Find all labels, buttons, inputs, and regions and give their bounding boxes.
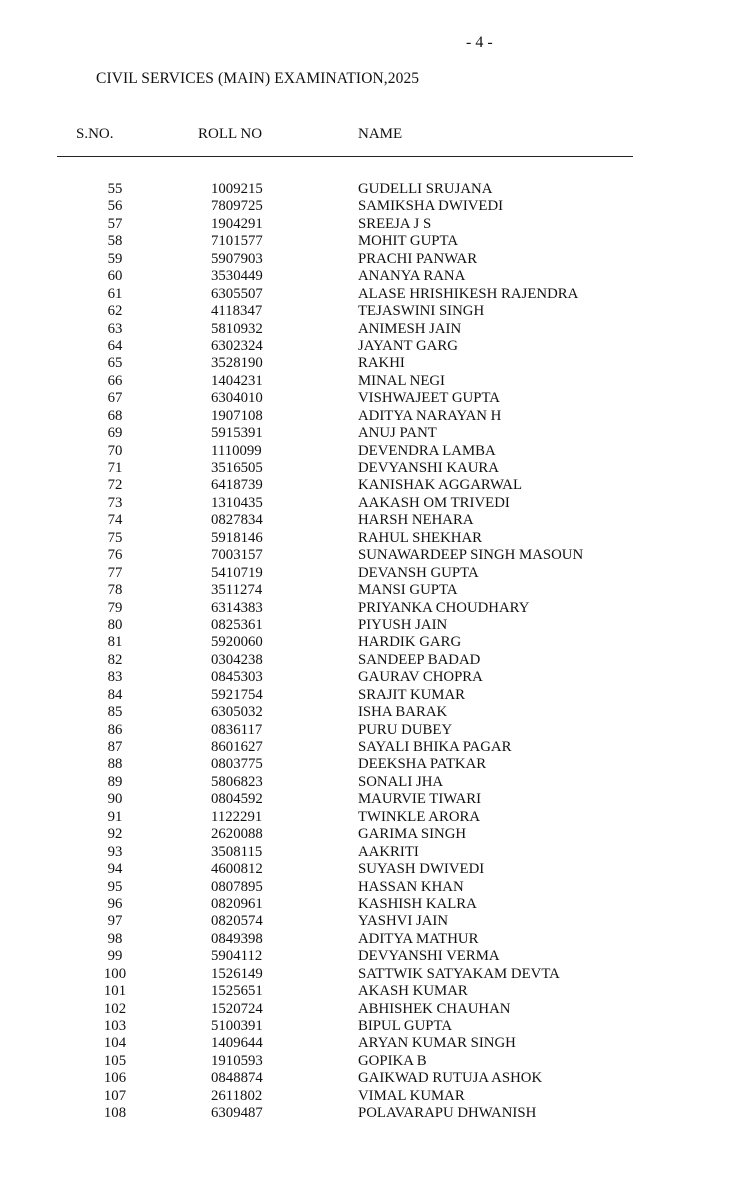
cell-roll-no: 1525651: [211, 983, 263, 1000]
cell-name: AKASH KUMAR: [358, 983, 468, 1000]
cell-name: DEVENDRA LAMBA: [358, 442, 496, 459]
cell-roll-no: 3530449: [211, 268, 263, 285]
cell-sno: 72: [107, 477, 123, 494]
cell-name: DEVYANSHI KAURA: [358, 460, 499, 476]
cell-sno: 65: [107, 355, 123, 372]
table-row: [0, 896, 729, 913]
cell-roll-no: 0845303: [211, 669, 263, 686]
cell-roll-no: 0825361: [211, 616, 263, 633]
table-row: [0, 1088, 729, 1105]
column-header-roll-no: ROLL NO: [198, 126, 263, 142]
table-row: [0, 373, 729, 390]
cell-name: DEVANSH GUPTA: [358, 564, 479, 581]
table-row: [0, 477, 729, 494]
cell-name: PRACHI PANWAR: [358, 250, 478, 267]
cell-sno: 88: [107, 756, 123, 773]
cell-roll-no: 2611802: [211, 1087, 263, 1104]
cell-name: PURU DUBEY: [358, 721, 453, 738]
cell-sno: 58: [107, 233, 123, 250]
cell-roll-no: 5907903: [211, 250, 263, 267]
table-row: [0, 600, 729, 617]
cell-roll-no: 1404231: [211, 372, 263, 389]
cell-name: MOHIT GUPTA: [358, 233, 459, 250]
cell-roll-no: 6305507: [211, 285, 263, 302]
cell-name: SUNAWARDEEP SINGH MASOUN: [358, 547, 584, 564]
cell-sno: 78: [107, 582, 123, 599]
cell-roll-no: 1907108: [211, 407, 263, 424]
cell-roll-no: 5904112: [211, 948, 263, 965]
cell-name: AAKASH OM TRIVEDI: [358, 494, 510, 511]
table-row: [0, 913, 729, 930]
cell-name: SATTWIK SATYAKAM DEVTA: [358, 965, 560, 982]
table-row: [0, 425, 729, 442]
cell-sno: 105: [103, 1052, 127, 1069]
document-title: CIVIL SERVICES (MAIN) EXAMINATION,2025: [96, 70, 420, 87]
table-row: [0, 634, 729, 651]
cell-roll-no: 7101577: [211, 233, 263, 250]
table-row: [0, 652, 729, 669]
table-row: [0, 390, 729, 407]
cell-sno: 82: [107, 651, 123, 668]
cell-sno: 91: [107, 808, 123, 825]
cell-roll-no: 6302324: [211, 337, 263, 354]
cell-roll-no: 6309487: [211, 1105, 263, 1122]
cell-name: KANISHAK AGGARWAL: [358, 477, 523, 494]
table-row: [0, 1035, 729, 1052]
cell-sno: 80: [107, 616, 123, 633]
table-row: [0, 1053, 729, 1070]
table-row: [0, 547, 729, 564]
cell-sno: 101: [103, 983, 127, 1000]
cell-roll-no: 8601627: [211, 739, 263, 755]
table-row: [0, 582, 729, 599]
cell-sno: 98: [107, 930, 123, 947]
cell-roll-no: 6314383: [211, 599, 263, 616]
cell-roll-no: 1009215: [211, 181, 263, 197]
cell-roll-no: 6304010: [211, 390, 263, 407]
cell-name: VISHWAJEET GUPTA: [358, 390, 500, 407]
cell-roll-no: 5810932: [211, 320, 263, 337]
cell-roll-no: 3516505: [211, 460, 263, 476]
cell-roll-no: 0849398: [211, 930, 263, 947]
table-row: [0, 321, 729, 338]
cell-roll-no: 1122291: [211, 808, 263, 825]
table-row: [0, 268, 729, 285]
cell-sno: 71: [107, 460, 123, 476]
table-row: [0, 355, 729, 372]
cell-roll-no: 1310435: [211, 494, 263, 511]
cell-roll-no: 5410719: [211, 564, 263, 581]
cell-sno: 63: [107, 320, 123, 337]
table-row: [0, 216, 729, 233]
table-row: [0, 704, 729, 721]
cell-roll-no: 0804592: [211, 791, 263, 808]
cell-name: JAYANT GARG: [358, 337, 458, 354]
cell-name: ANIMESH JAIN: [358, 320, 462, 337]
table-row: [0, 861, 729, 878]
cell-name: ISHA BARAK: [358, 704, 448, 721]
table-row: [0, 530, 729, 547]
table-row: [0, 198, 729, 215]
table-row: [0, 739, 729, 756]
results-list: [0, 181, 729, 1123]
cell-name: ANANYA RANA: [358, 268, 466, 285]
table-row: [0, 687, 729, 704]
table-row: [0, 879, 729, 896]
table-row: [0, 1018, 729, 1035]
cell-name: GUDELLI SRUJANA: [358, 181, 493, 197]
cell-sno: 96: [107, 895, 123, 912]
cell-name: HARSH NEHARA: [358, 512, 474, 529]
table-row: [0, 1001, 729, 1018]
cell-name: VIMAL KUMAR: [358, 1087, 465, 1104]
cell-sno: 56: [107, 198, 123, 215]
table-row: [0, 948, 729, 965]
cell-name: MINAL NEGI: [358, 372, 445, 389]
cell-roll-no: 3511274: [211, 582, 263, 599]
cell-roll-no: 0807895: [211, 878, 263, 895]
cell-sno: 94: [107, 861, 123, 878]
table-row: [0, 233, 729, 250]
cell-sno: 95: [107, 878, 123, 895]
table-row: [0, 669, 729, 686]
cell-sno: 61: [107, 285, 123, 302]
table-row: [0, 617, 729, 634]
cell-roll-no: 5918146: [211, 529, 263, 546]
cell-sno: 55: [107, 181, 123, 197]
cell-roll-no: 6418739: [211, 477, 263, 494]
table-row: [0, 809, 729, 826]
cell-sno: 107: [103, 1087, 127, 1104]
table-row: [0, 844, 729, 861]
cell-name: MANSI GUPTA: [358, 582, 458, 599]
cell-name: KASHISH KALRA: [358, 895, 477, 912]
table-row: [0, 722, 729, 739]
cell-roll-no: 2620088: [211, 826, 263, 843]
cell-sno: 97: [107, 913, 123, 930]
cell-roll-no: 0820961: [211, 895, 263, 912]
table-row: [0, 1105, 729, 1122]
cell-sno: 75: [107, 529, 123, 546]
table-row: [0, 774, 729, 791]
cell-roll-no: 0304238: [211, 651, 263, 668]
cell-name: SREEJA J S: [358, 215, 432, 232]
table-row: [0, 303, 729, 320]
cell-roll-no: 1526149: [211, 965, 263, 982]
table-row: [0, 1070, 729, 1087]
cell-sno: 62: [107, 303, 123, 320]
cell-name: TWINKLE ARORA: [358, 808, 481, 825]
cell-roll-no: 0836117: [211, 721, 263, 738]
cell-sno: 84: [107, 686, 123, 703]
cell-name: ADITYA MATHUR: [358, 930, 479, 947]
cell-roll-no: 0820574: [211, 913, 263, 930]
cell-sno: 60: [107, 268, 123, 285]
cell-sno: 103: [103, 1018, 127, 1034]
table-row: [0, 495, 729, 512]
cell-sno: 102: [103, 1000, 127, 1017]
table-row: [0, 983, 729, 1000]
cell-name: PIYUSH JAIN: [358, 616, 448, 633]
cell-name: ABHISHEK CHAUHAN: [358, 1000, 511, 1017]
cell-roll-no: 0848874: [211, 1070, 263, 1087]
table-row: [0, 565, 729, 582]
table-row: [0, 251, 729, 268]
cell-sno: 76: [107, 547, 123, 564]
cell-sno: 93: [107, 843, 123, 860]
cell-name: RAHUL SHEKHAR: [358, 529, 482, 546]
cell-name: ALASE HRISHIKESH RAJENDRA: [358, 285, 579, 302]
table-row: [0, 756, 729, 773]
table-row: [0, 460, 729, 477]
cell-name: HASSAN KHAN: [358, 878, 464, 895]
cell-name: HARDIK GARG: [358, 634, 462, 651]
cell-name: TEJASWINI SINGH: [358, 303, 485, 320]
cell-name: YASHVI JAIN: [358, 913, 449, 930]
header-divider: [57, 156, 633, 157]
cell-sno: 66: [107, 372, 123, 389]
cell-name: ADITYA NARAYAN H: [358, 407, 502, 424]
column-header-name: NAME: [358, 126, 403, 142]
cell-roll-no: 1520724: [211, 1000, 263, 1017]
cell-name: POLAVARAPU DHWANISH: [358, 1105, 537, 1122]
table-row: [0, 443, 729, 460]
cell-roll-no: 3528190: [211, 355, 263, 372]
cell-roll-no: 5921754: [211, 686, 263, 703]
cell-sno: 90: [107, 791, 123, 808]
table-row: [0, 408, 729, 425]
cell-roll-no: 0803775: [211, 756, 263, 773]
cell-roll-no: 4600812: [211, 861, 263, 878]
cell-name: BIPUL GUPTA: [358, 1018, 453, 1034]
cell-name: SONALI JHA: [358, 773, 444, 790]
cell-roll-no: 3508115: [211, 843, 263, 860]
cell-sno: 86: [107, 721, 123, 738]
table-row: [0, 512, 729, 529]
cell-sno: 69: [107, 425, 123, 442]
column-header-sno: S.NO.: [76, 126, 114, 142]
cell-roll-no: 7809725: [211, 198, 263, 215]
cell-sno: 89: [107, 773, 123, 790]
cell-roll-no: 5920060: [211, 634, 263, 651]
cell-sno: 104: [103, 1035, 127, 1052]
cell-name: ANUJ PANT: [358, 425, 437, 442]
cell-name: SUYASH DWIVEDI: [358, 861, 485, 878]
cell-name: GARIMA SINGH: [358, 826, 467, 843]
cell-sno: 99: [107, 948, 123, 965]
cell-name: GAIKWAD RUTUJA ASHOK: [358, 1070, 543, 1087]
cell-name: AAKRITI: [358, 843, 419, 860]
cell-sno: 74: [107, 512, 123, 529]
cell-sno: 77: [107, 564, 123, 581]
cell-sno: 106: [103, 1070, 127, 1087]
cell-roll-no: 0827834: [211, 512, 263, 529]
cell-sno: 68: [107, 407, 123, 424]
cell-name: SRAJIT KUMAR: [358, 686, 466, 703]
cell-roll-no: 1910593: [211, 1052, 263, 1069]
cell-sno: 100: [103, 965, 127, 982]
table-row: [0, 931, 729, 948]
cell-name: MAURVIE TIWARI: [358, 791, 482, 808]
cell-roll-no: 5806823: [211, 773, 263, 790]
cell-sno: 85: [107, 704, 123, 721]
cell-name: SAYALI BHIKA PAGAR: [358, 739, 512, 755]
cell-sno: 59: [107, 250, 123, 267]
cell-sno: 81: [107, 634, 123, 651]
cell-name: DEEKSHA PATKAR: [358, 756, 487, 773]
page-number: - 4 -: [466, 34, 493, 51]
table-row: [0, 181, 729, 198]
cell-name: RAKHI: [358, 355, 405, 372]
cell-roll-no: 6305032: [211, 704, 263, 721]
table-row: [0, 286, 729, 303]
cell-name: GAURAV CHOPRA: [358, 669, 483, 686]
cell-roll-no: 1904291: [211, 215, 263, 232]
cell-sno: 79: [107, 599, 123, 616]
cell-sno: 92: [107, 826, 123, 843]
cell-sno: 83: [107, 669, 123, 686]
table-row: [0, 826, 729, 843]
table-row: [0, 966, 729, 983]
cell-roll-no: 5915391: [211, 425, 263, 442]
cell-name: SANDEEP BADAD: [358, 651, 481, 668]
cell-name: ARYAN KUMAR SINGH: [358, 1035, 516, 1052]
cell-sno: 70: [107, 442, 123, 459]
cell-roll-no: 7003157: [211, 547, 263, 564]
cell-sno: 64: [107, 337, 123, 354]
table-row: [0, 338, 729, 355]
cell-sno: 108: [103, 1105, 127, 1122]
cell-name: GOPIKA B: [358, 1052, 427, 1069]
table-row: [0, 791, 729, 808]
cell-roll-no: 4118347: [211, 303, 263, 320]
cell-roll-no: 1110099: [211, 442, 262, 459]
cell-sno: 87: [107, 739, 123, 755]
cell-sno: 57: [107, 215, 123, 232]
cell-roll-no: 1409644: [211, 1035, 263, 1052]
cell-roll-no: 5100391: [211, 1018, 263, 1034]
cell-name: PRIYANKA CHOUDHARY: [358, 599, 530, 616]
cell-name: DEVYANSHI VERMA: [358, 948, 500, 965]
cell-name: SAMIKSHA DWIVEDI: [358, 198, 504, 215]
cell-sno: 73: [107, 494, 123, 511]
cell-sno: 67: [107, 390, 123, 407]
